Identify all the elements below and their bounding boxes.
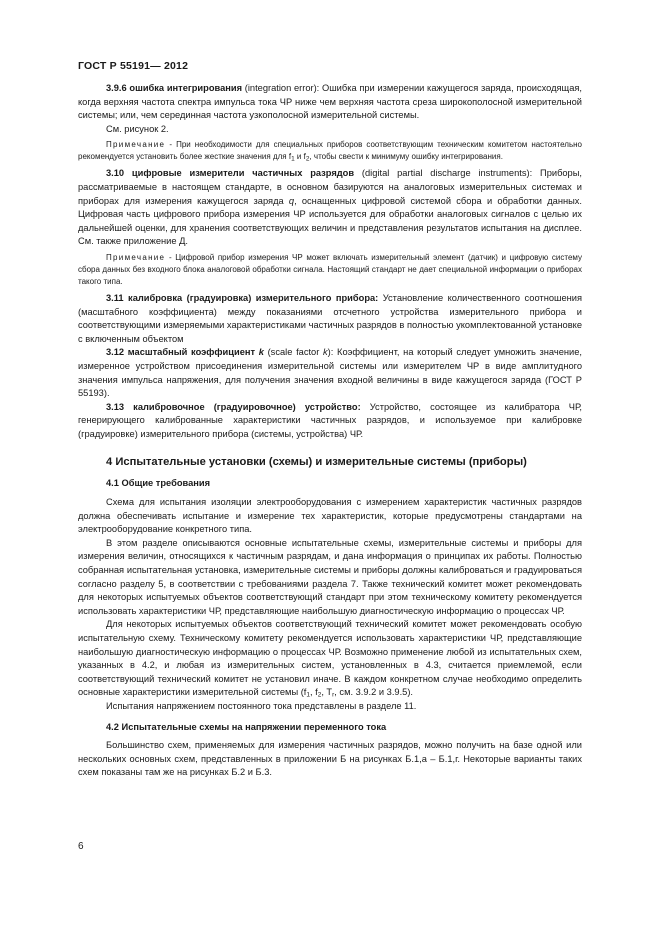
note-label: Примечание <box>106 252 166 262</box>
page-content <box>78 82 582 780</box>
paragraph-text: Для некоторых испытуемых объектов соответствующий технический комитет может рекомендовать особую испытательную схему. Техническому комитету рекомендуется использовать характеристики ЧР, представляющие наибольшую диагностическую информацию о процессах ЧР. Возможно применение любой из испытательных схем, указанных в 4.2, и любая из измерительных систем, установленных в 4.3, считается приемлемой, если соответствующий технический комитет не установил иначе. В каждом конкретном случае необходимо определить основные характеристики измерительной системы (f <box>78 619 582 698</box>
term-3-11 <box>78 292 582 346</box>
term-3-9-6-see: См. рисунок 2. <box>106 123 169 134</box>
subscript: 1 <box>306 691 311 699</box>
page-number: 6 <box>78 841 84 852</box>
term-3-12 <box>78 346 582 400</box>
note-text: и f <box>294 152 306 162</box>
term-3-9-6-title: 3.9.6 ошибка интегрирования <box>106 83 243 93</box>
note-3-10 <box>78 252 582 288</box>
paragraph-text: , T <box>321 687 333 698</box>
term-3-10-title: 3.10 цифровые измерители частичных разрядов <box>106 168 355 179</box>
symbol-q: q <box>288 195 295 206</box>
subscript: r <box>332 691 335 699</box>
section-4-title: 4 Испытательные установки (схемы) и измерительные системы (приборы) <box>106 456 527 469</box>
note-text: , чтобы свести к минимуму ошибку интегрирования. <box>309 152 503 162</box>
subscript: 2 <box>317 691 322 699</box>
note-3-9-6 <box>78 139 582 163</box>
subscript: 1 <box>291 155 295 163</box>
term-text: , оснащенных цифровой системой сбора и обработки данных. Цифровая часть цифрового прибора измерения ЧР используется для обработки аналоговых сигналов с целью их дальнейшей оценки, для хранения соответствующих величин и представления результатов испытания на дисплее. См. также приложение Д. <box>78 195 582 247</box>
symbol-k: k <box>258 347 264 358</box>
term-text: ): Коэффициент, на который следует умножить значение, измеренное устройством присоединения измерительной системы или измерителем ЧР в виде амплитудного значения импульса напряжения, для получения значения входной величины в виде кажущегося заряда (ГОСТ Р 55193). <box>78 347 582 399</box>
paragraph: В этом разделе описываются основные испытательные схемы, измерительные системы и приборы для измерения величин, относящихся к частичным разрядам, и дана информация о принципах их работы. Полностью собранная испытательная установка, измерительные системы и приборы должны калиброваться и градуироваться согласно разделу 5, в соответствии с требованиями раздела 7. Также технический комитет может рекомендовать для некоторых испытуемых объектов соответствующий стандарт при этом техническому комитету рекомендуется использовать характеристики ЧР, представляющие наибольшую диагностическую информацию о процессах ЧР. <box>78 537 582 616</box>
term-3-13-title: 3.13 калибровочное (градуировочное) устройство: <box>106 401 361 412</box>
standard-header: ГОСТ Р 55191— 2012 <box>78 60 189 72</box>
term-text: Установление количественного соотношения (масштабного коэффициента) между показаниями отсчетного устройства измерительного прибора и соответствующими измеряемыми характеристиками частичных разрядов в полностью укомплектованной установке с включенным объектом <box>78 292 582 344</box>
term-3-13 <box>78 401 582 442</box>
section-4-2-title: 4.2 Испытательные схемы на напряжении переменного тока <box>106 721 387 732</box>
term-text: (scale factor <box>263 347 324 358</box>
note-label: Примечание <box>106 140 166 150</box>
note-text: - При необходимости для специальных приборов соответствующим техническим комитетом настоятельно рекомендуется установить более жесткие значения для f <box>78 140 582 162</box>
term-3-12-title: 3.12 масштабный коэффициент <box>106 347 259 358</box>
paragraph <box>78 618 582 700</box>
subscript: 2 <box>305 155 310 163</box>
term-3-10 <box>78 167 582 249</box>
section-4-1-title: 4.1 Общие требования <box>106 478 211 489</box>
paragraph: Испытания напряжением постоянного тока представлены в разделе 11. <box>106 700 417 711</box>
paragraph-text: , f <box>310 687 318 698</box>
symbol-k: k <box>323 347 328 358</box>
paragraph: Большинство схем, применяемых для измерения частичных разрядов, можно получить на базе одной или нескольких основных схем, представленных в приложении Б на рисунках Б.1,а – Б.1,г. Некоторые варианты таких схем показаны там же на рисунках Б.2 и Б.3. <box>78 740 582 778</box>
note-text: - Цифровой прибор измерения ЧР может включать измерительный элемент (датчик) и цифровую систему сбора данных без входного блока аналоговой обработки сигнала. Настоящий стандарт не дает специальной информации о приборах такого типа. <box>78 252 582 286</box>
term-3-9-6-text: (integration error): Ошибка при измерении кажущегося заряда, происходящая, когда верхняя частота спектра импульса тока ЧР ниже чем верхняя частота среза широкополосной измерительной системы; или, чем серединная частота узкополосной измерительной системы. <box>78 83 582 121</box>
paragraph-text: , см. 3.9.2 и 3.9.5). <box>334 687 414 698</box>
term-text: (digital partial discharge instruments): Приборы, рассматриваемые в настоящем стандарте, в основном базируются на аналоговых измерительных системах и приборах для измерения кажущегося заряда <box>78 168 582 206</box>
paragraph: Схема для испытания изоляции электрооборудования с измерением характеристик частичных разрядов должна обеспечивать испытание и измерение тех характеристик, которые предусмотрены стандартами на электрооборудование конкретного типа. <box>78 497 582 535</box>
term-3-11-title: 3.11 калибровка (градуировка) измерительного прибора: <box>106 292 379 303</box>
term-3-9-6 <box>78 82 582 123</box>
term-text: Устройство, состоящее из калибратора ЧР, генерирующего калиброванные характеристики частичных разрядов, и используемое при калибровке (градуировке) измерительного прибора (системы, устройства) ЧР. <box>78 401 582 439</box>
